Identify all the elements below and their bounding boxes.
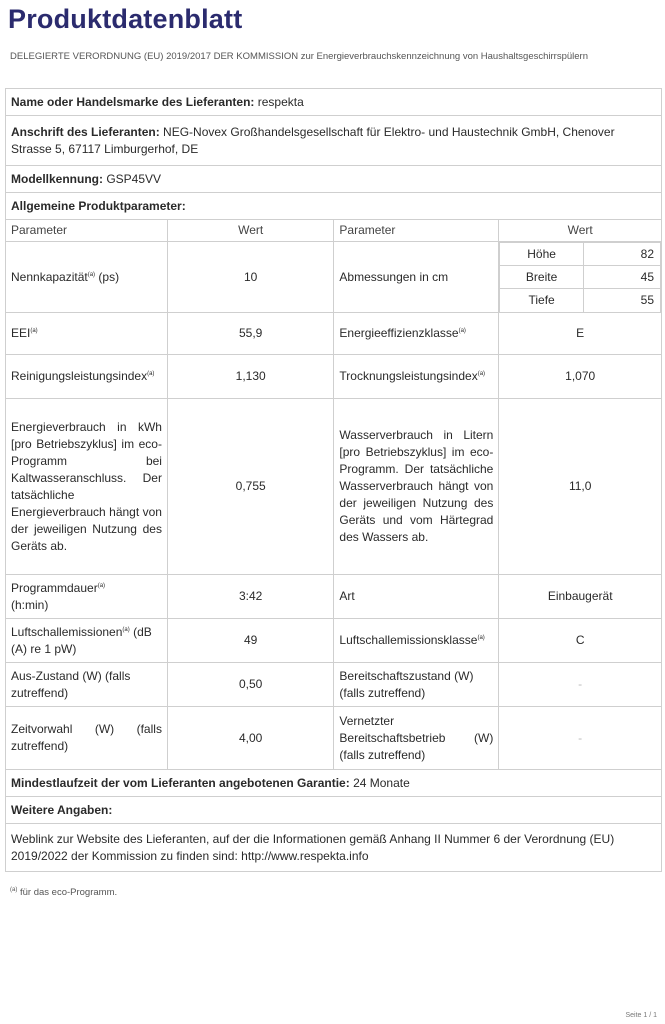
duration-label: Programmdauer$^{(a)}$ (h:min) <box>6 575 168 619</box>
standby-value: - <box>499 663 662 707</box>
standby-label: Bereitschaftszustand (W) (falls zutreffend) <box>334 663 499 707</box>
model-value: GSP45VV <box>106 171 162 186</box>
depth-value: 55 <box>583 289 660 312</box>
noise-value: 49 <box>167 619 333 663</box>
supplier-address-value: NEG-Novex Großhandelsgesellschaft für Elektro- und Haustechnik GmbH, Chenover Strasse 5, 67117 Limburgerhof, DE <box>11 124 615 156</box>
weblink-text: Weblink zur Website des Lieferanten, auf der die Informationen gemäß Anhang II Nummer 6 der Verordnung (EU) 2019/2022 der Kommission zu finden sind: http://www.respekta.info <box>6 824 662 872</box>
header-value-2: Wert <box>499 220 662 242</box>
delay-start-value: 4,00 <box>167 707 333 770</box>
networked-standby-label: Vernetzter Bereitschaftsbetrieb (W) (falls zutreffend) <box>334 707 499 770</box>
supplier-address-row <box>6 116 662 166</box>
page-title: Produktdatenblatt <box>8 4 243 34</box>
header-value-1: Wert <box>167 220 333 242</box>
table-row <box>6 313 662 355</box>
table-row <box>6 575 662 619</box>
off-mode-label: Aus-Zustand (W) (falls zutreffend) <box>6 663 168 707</box>
regulation-subtitle: DELEGIERTE VERORDNUNG (EU) 2019/2017 DER KOMMISSION zur Energieverbrauchskennzeichnung von Haushaltsgeschirrspülern <box>10 51 588 62</box>
drying-index-value: 1,070 <box>499 355 662 399</box>
general-params-row <box>6 193 662 220</box>
table-row <box>6 707 662 770</box>
weblink-row <box>6 824 662 872</box>
warranty-row <box>6 770 662 797</box>
capacity-value: 10 <box>167 242 333 313</box>
table-row <box>6 242 662 313</box>
model-label: Modellkennung: <box>11 171 103 186</box>
delay-start-label: Zeitvorwahl (W) (falls zutreffend) <box>6 707 168 770</box>
page-number: Seite 1 / 1 <box>625 1012 657 1019</box>
further-info-row <box>6 797 662 824</box>
supplier-name-value: respekta <box>257 94 304 109</box>
footnote-mark: (a) <box>10 886 18 893</box>
width-label: Breite <box>500 266 584 289</box>
networked-standby-value: - <box>499 707 662 770</box>
cleaning-index-value: 1,130 <box>167 355 333 399</box>
header-param-2: Parameter <box>334 220 499 242</box>
supplier-name-row <box>6 89 662 116</box>
duration-value: 3:42 <box>167 575 333 619</box>
supplier-name-label: Name oder Handelsmarke des Lieferanten: <box>11 94 255 109</box>
efficiency-class-value: E <box>499 313 662 355</box>
height-value: 82 <box>583 243 660 266</box>
water-label: Wasserverbrauch in Litern [pro Betriebszyklus] im eco-Programm. Der tatsächliche Wasserverbrauch hängt von der jeweiligen Nutzung des Geräts und vom Härtegrad des Wassers ab. <box>334 399 499 575</box>
footnote <box>10 887 117 898</box>
model-row <box>6 166 662 193</box>
header-param-1: Parameter <box>6 220 168 242</box>
dimensions-label: Abmessungen in cm <box>334 242 499 313</box>
table-row <box>6 399 662 575</box>
type-value: Einbaugerät <box>499 575 662 619</box>
table-row <box>6 355 662 399</box>
capacity-label: Nennkapazität$^{(a)}$ (ps) <box>6 242 168 313</box>
dimensions-cell <box>499 242 662 313</box>
energy-value: 0,755 <box>167 399 333 575</box>
table-header-row <box>6 220 662 242</box>
product-data-table <box>5 88 662 872</box>
height-label: Höhe <box>500 243 584 266</box>
supplier-address-label: Anschrift des Lieferanten: <box>11 124 160 139</box>
general-params-label: Allgemeine Produktparameter: <box>11 198 186 213</box>
water-value: 11,0 <box>499 399 662 575</box>
table-row <box>6 619 662 663</box>
depth-label: Tiefe <box>500 289 584 312</box>
table-row <box>6 663 662 707</box>
noise-class-label: Luftschallemissionsklasse$^{(a)}$ <box>334 619 499 663</box>
noise-label: Luftschallemissionen$^{(a)}$ (dB (A) re 1 pW) <box>6 619 168 663</box>
energy-label: Energieverbrauch in kWh [pro Betriebszyklus] im eco-Programm bei Kaltwasseranschluss. Der tatsächliche Energieverbrauch hängt von der jeweiligen Nutzung des Geräts ab. <box>6 399 168 575</box>
further-info-label: Weitere Angaben: <box>11 802 113 817</box>
width-value: 45 <box>583 266 660 289</box>
eei-label: EEI$^{(a)}$ <box>6 313 168 355</box>
cleaning-index-label: Reinigungsleistungsindex$^{(a)}$ <box>6 355 168 399</box>
efficiency-class-label: Energieeffizienzklasse$^{(a)}$ <box>334 313 499 355</box>
footnote-text: für das eco-Programm. <box>17 887 118 898</box>
eei-value: 55,9 <box>167 313 333 355</box>
type-label: Art <box>334 575 499 619</box>
off-mode-value: 0,50 <box>167 663 333 707</box>
drying-index-label: Trocknungsleistungsindex$^{(a)}$ <box>334 355 499 399</box>
noise-class-value: C <box>499 619 662 663</box>
warranty-label: Mindestlaufzeit der vom Lieferanten angebotenen Garantie: <box>11 775 350 790</box>
dimensions-table <box>499 242 661 312</box>
warranty-value: 24 Monate <box>353 775 410 790</box>
